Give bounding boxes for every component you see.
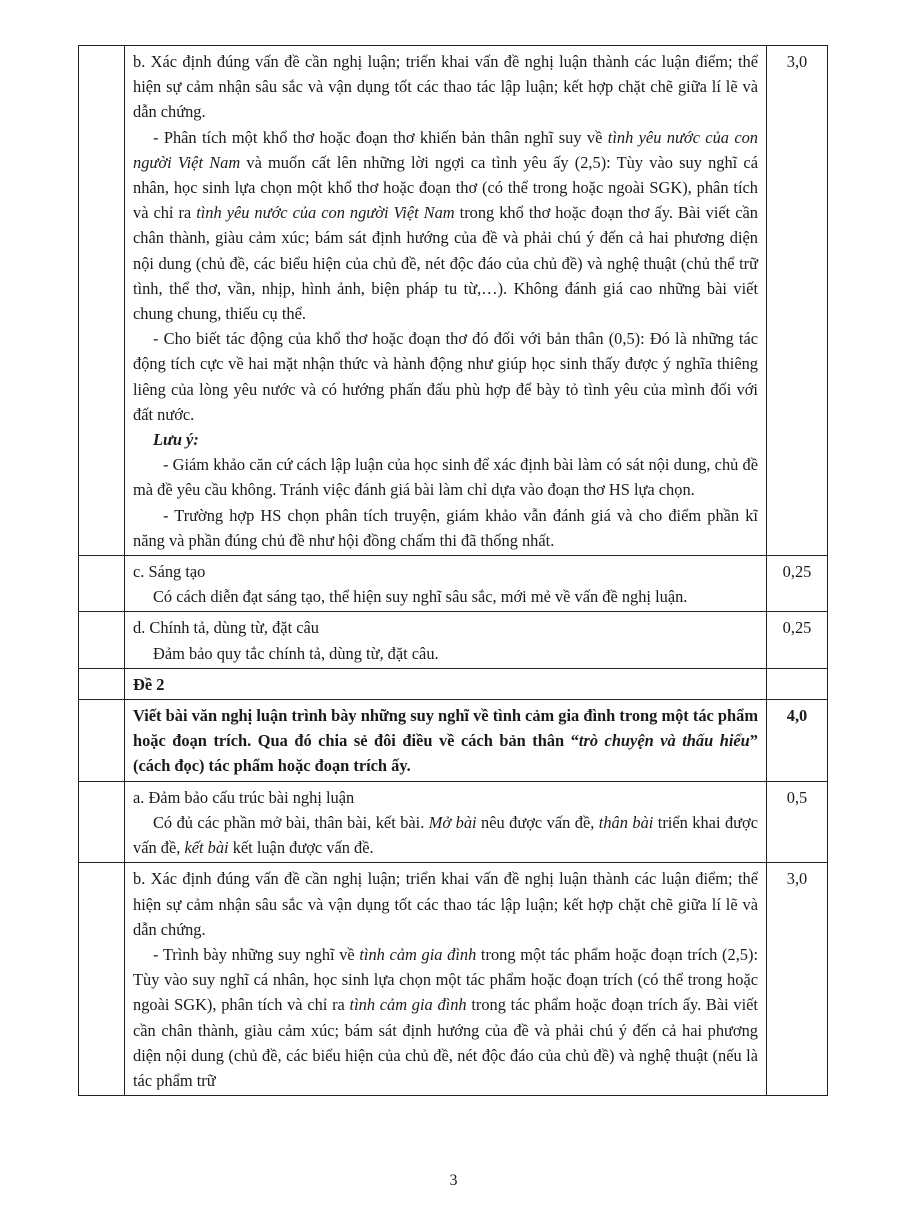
text-segment: trong khổ thơ hoặc đoạn thơ ấy. Bài viết cần chân thành, giàu cảm xúc; bám sát định hướng của đề và phải chú ý đến cả hai phương diện nội dung (chủ đề, các biểu hiện của chủ đề, nét độc đáo của chủ đề) và nghệ thuật (chủ thể trữ tình, thể thơ, vần, nhịp, hình ảnh, biện pháp tu từ,…). Không đánh giá cao những bài viết chung chung, thiếu cụ thể. <box>133 203 758 324</box>
text-segment: - Giám khảo căn cứ cách lập luận của học sinh để xác định bài làm có sát nội dung, chủ đề mà đề yêu cầu không. Tránh việc đánh giá bài làm chỉ dựa vào đoạn thơ HS lựa chọn. <box>133 455 758 500</box>
text-segment: c. Sáng tạo <box>133 562 206 582</box>
text-segment: Mở bài <box>428 812 477 832</box>
text-segment: Lưu ý: <box>153 430 199 450</box>
text-segment: trong tác phẩm hoặc đoạn trích ấy. Bài viết cần chân thành, giàu cảm xúc; bám sát định hướng của đề và phải chú ý đến cả hai phương diện nội dung (chủ đề, các biểu hiện của chủ đề, nét độc đáo của chủ đề) và nghệ thuật (nếu là tác phẩm trữ <box>133 995 758 1090</box>
score-cell: 0,5 <box>767 781 828 863</box>
score-cell: 0,25 <box>767 556 828 612</box>
table-row <box>79 556 828 612</box>
table-row <box>79 46 828 556</box>
criteria-paragraph <box>133 641 758 666</box>
score-cell: 3,0 <box>767 46 828 556</box>
empty-side-cell <box>79 863 125 1096</box>
text-segment: Có cách diễn đạt sáng tạo, thể hiện suy nghĩ sâu sắc, mới mẻ về vấn đề nghị luận. <box>153 587 688 607</box>
text-segment: Đảm bảo quy tắc chính tả, dùng từ, đặt câu. <box>153 643 439 663</box>
empty-side-cell <box>79 612 125 668</box>
criteria-paragraph <box>133 942 758 1093</box>
empty-side-cell <box>79 781 125 863</box>
table-row <box>79 612 828 668</box>
empty-side-cell <box>79 46 125 556</box>
text-segment: a. Đảm bảo cấu trúc bài nghị luận <box>133 787 355 807</box>
score-cell: 4,0 <box>767 700 828 782</box>
criteria-paragraph <box>133 785 758 810</box>
criteria-paragraph <box>133 503 758 553</box>
page-number: 3 <box>449 1172 458 1189</box>
criteria-paragraph <box>133 452 758 502</box>
criteria-paragraph <box>133 672 758 697</box>
text-segment: - Trình bày những suy nghĩ về <box>153 944 360 964</box>
text-segment: Đề 2 <box>133 674 165 694</box>
score-cell: 0,25 <box>767 612 828 668</box>
criteria-cell <box>125 863 767 1096</box>
text-segment: tình cảm gia đình <box>359 944 477 964</box>
text-segment: ” (cách đọc) tác phẩm hoặc đoạn trích ấy. <box>133 731 758 776</box>
score-cell <box>767 668 828 699</box>
table-row <box>79 781 828 863</box>
criteria-cell <box>125 781 767 863</box>
grading-table <box>78 45 828 1096</box>
criteria-cell <box>125 668 767 699</box>
text-segment: - Cho biết tác động của khổ thơ hoặc đoạn thơ đó đối với bản thân (0,5): Đó là những tác động tích cực về hai mặt nhận thức và hành động như giúp học sinh thấy được ý nghĩa thiêng liêng của lòng yêu nước và có hướng phấn đấu phù hợp để bày tỏ tình yêu của mình đối với đất nước. <box>133 329 758 424</box>
table-row <box>79 863 828 1096</box>
text-segment: Viết bài văn nghị luận trình bày những suy nghĩ về tình cảm gia đình trong một tác phẩm hoặc đoạn trích. Qua đó chia sẻ đôi điều về cách bản thân “ <box>133 706 758 751</box>
criteria-paragraph <box>133 559 758 584</box>
criteria-cell <box>125 612 767 668</box>
text-segment: kết bài <box>184 838 229 858</box>
text-segment: - Trường hợp HS chọn phân tích truyện, giám khảo vẫn đánh giá và cho điểm phần kĩ năng và phần đúng chủ đề như hội đồng chấm thi đã thống nhất. <box>133 505 758 550</box>
text-segment: b. Xác định đúng vấn đề cần nghị luận; triển khai vấn đề nghị luận thành các luận điểm; thể hiện sự cảm nhận sâu sắc và vận dụng tốt các thao tác lập luận; kết hợp chặt chẽ giữa lí lẽ và dẫn chứng. <box>133 869 758 939</box>
criteria-cell <box>125 556 767 612</box>
criteria-paragraph <box>133 703 758 779</box>
criteria-paragraph <box>133 866 758 942</box>
criteria-cell <box>125 700 767 782</box>
table-row <box>79 700 828 782</box>
empty-side-cell <box>79 668 125 699</box>
criteria-paragraph <box>133 125 758 327</box>
criteria-cell <box>125 46 767 556</box>
text-segment: - Phân tích một khổ thơ hoặc đoạn thơ khiến bản thân nghĩ suy về <box>153 127 608 147</box>
text-segment: kết luận được vấn đề. <box>228 838 374 858</box>
criteria-paragraph <box>133 326 758 427</box>
text-segment: trong một tác phẩm hoặc đoạn trích (2,5): Tùy vào suy nghĩ cá nhân, học sinh lựa chọn một tác phẩm hoặc đoạn trích (có thể trong hoặc ngoài SGK), phân tích và chỉ ra <box>133 944 758 1015</box>
text-segment: tình cảm gia đình <box>349 995 467 1015</box>
criteria-paragraph <box>133 49 758 125</box>
score-cell: 3,0 <box>767 863 828 1096</box>
text-segment: trò chuyện và thấu hiểu <box>578 731 750 751</box>
text-segment: nêu được vấn đề, <box>476 812 599 832</box>
table-row <box>79 668 828 699</box>
empty-side-cell <box>79 556 125 612</box>
text-segment: tình yêu nước của con người Việt Nam <box>133 127 758 172</box>
text-segment: d. Chính tả, dùng từ, đặt câu <box>133 618 319 638</box>
text-segment: tình yêu nước của con người Việt Nam <box>196 203 455 223</box>
criteria-paragraph <box>133 427 758 452</box>
text-segment: thân bài <box>598 812 654 832</box>
criteria-paragraph <box>133 615 758 640</box>
criteria-paragraph <box>133 584 758 609</box>
text-segment: và muốn cất lên những lời ngợi ca tình yêu ấy (2,5): Tùy vào suy nghĩ cá nhân, học sinh lựa chọn một khổ thơ hoặc đoạn thơ (có thể trong hoặc ngoài SGK), phân tích và chỉ ra <box>133 152 758 223</box>
text-segment: Có đủ các phần mở bài, thân bài, kết bài. <box>153 812 429 832</box>
text-segment: triển khai được vấn đề, <box>133 812 758 858</box>
criteria-paragraph <box>133 810 758 860</box>
empty-side-cell <box>79 700 125 782</box>
text-segment: b. Xác định đúng vấn đề cần nghị luận; triển khai vấn đề nghị luận thành các luận điểm; thể hiện sự cảm nhận sâu sắc và vận dụng tốt các thao tác lập luận; kết hợp chặt chẽ giữa lí lẽ và dẫn chứng. <box>133 52 758 122</box>
